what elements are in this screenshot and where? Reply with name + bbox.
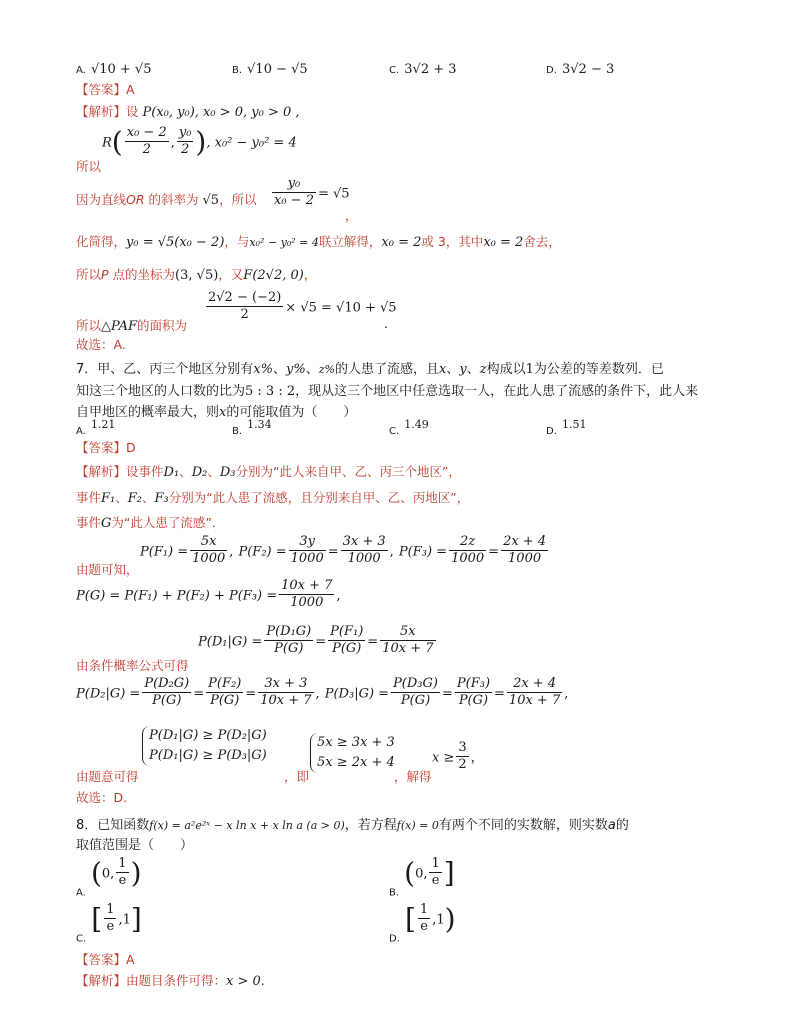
q7-option-b: B. $^{1.34}$ <box>232 418 272 437</box>
q8-answer: 【答案】A <box>76 952 135 967</box>
q7-stem-line1: 7．甲、乙、丙三个地区分别有x%、y%、z%的人患了流感，且x、y、z构成以1为公差的等差数列．已 <box>76 362 664 377</box>
q7-solve-label: ，解得 <box>394 769 432 784</box>
q6-analysis-line1: 【解析】设 P(x₀, y₀), x₀ > 0, y₀ > 0 , <box>76 104 300 120</box>
q6-option-a: A. √10 + √5 <box>76 62 152 77</box>
q6-analysis-line7-text: 所以△PAF的面积为 <box>76 318 187 334</box>
q7-option-c: C. $^{1.49}$ <box>389 418 429 437</box>
q7-conditional-d1: P(D₁|G) = $\frac{\text{P(D₁G)}}{P(G)}$ = $\frac{\text{P(F₁)}}{P(G)}$ = $\frac{5x}{10x + 7}$ <box>198 624 434 657</box>
q7-inequality-reduced: 5x ≥ 3x + 3 5x ≥ 2x + 4 <box>310 733 395 773</box>
q6-area-dot: . <box>384 316 388 331</box>
q8-option-b: $_{B.}$ (0, $\frac{1}{e}$ ] <box>389 856 455 899</box>
q7-inequality-system: P(D₁|G) ≥ P(D₂|G) P(D₁|G) ≥ P(D₃|G) <box>142 726 267 766</box>
q6-analysis-line2: R( $\frac{\text{x₀ − 2}}{2}$ , $\frac{\text{y₀}}{2}$ ), x₀² − y₀² = 4 <box>102 125 297 159</box>
q6-slope-comma: ， <box>345 208 358 223</box>
q7-stem-line2: 知这三个地区的人口数的比为5 : 3 : 2，现从这三个地区中任意选取一人，在此人患了流感的条件下，此人来 <box>76 384 699 399</box>
q7-total-probability: P(G) = P(F₁) + P(F₂) + P(F₃) = $\frac{10x + 7}{1000}$ , <box>76 578 341 611</box>
q7-answer: 【答案】D <box>76 440 136 455</box>
q6-option-c: C. 3√2 + 3 <box>389 62 457 77</box>
q6-slope-fraction: $\frac{\text{y₀}}{\text{x₀ − 2}}$ = √5 <box>274 176 350 209</box>
q7-conclusion: 故选：D. <box>76 790 128 805</box>
q7-conditional-d2-d3: P(D₂|G) = $\frac{\text{P(D₂G)}}{P(G)}$ = $\frac{\text{P(F₂)}}{P(G)}$ = $\frac{3x + 3}{10x + 7}$ , P(D₃|G) = $\frac{\text{P(D₃G)}}{P(G)}$ = $\frac{\text{P(F₃)}}{P(G)}$ = $\frac{2x + 4}{10x + 7}$ , <box>76 676 569 709</box>
q8-analysis: 【解析】由题目条件可得：x > 0. <box>76 973 265 989</box>
q7-analysis-line2: 事件F₁、F₂、F₃分别为“此人患了流感，且分别来自甲、乙、丙地区”， <box>76 490 470 506</box>
q7-inequality-label: 由题意可得 <box>76 769 139 784</box>
q7-analysis-line3: 事件G为“此人患了流感”． <box>76 515 225 531</box>
q7-option-a: A. $^{1.21}$ <box>76 418 116 437</box>
q8-stem-line2: 取值范围是（ ） <box>76 838 194 853</box>
q7-option-d: D. $^{1.51}$ <box>546 418 587 437</box>
q7-analysis-line1: 【解析】设事件D₁、D₂、D₃分别为“此人来自甲、乙、丙三个地区”， <box>76 464 461 480</box>
q8-option-c: $_{C.}$ [ $\frac{1}{e}$ ,1] <box>76 902 142 945</box>
q7-conditional-label: 由条件概率公式可得 <box>76 658 189 673</box>
q6-conclusion: 故选：A. <box>76 337 126 352</box>
q7-inequality-ie: ，即 <box>284 769 310 784</box>
q6-answer: 【答案】A <box>76 82 135 97</box>
q6-analysis-line5: 化简得，y₀ = √5(x₀ − 2)，与x₀² − y₀² = 4联立解得，x₀ = 2或 3，其中x₀ = 2舍去， <box>76 234 561 250</box>
q6-analysis-line3: 所以 <box>76 159 102 174</box>
q6-analysis-line6: 所以P 点的坐标为(3, √5)，又F(2√2, 0)， <box>76 267 317 283</box>
q7-solution: x ≥ $\frac{3}{2}$ ， <box>432 740 484 773</box>
q6-option-b: B. √10 − √5 <box>232 62 308 77</box>
q8-option-d: $_{D.}$ [ $\frac{1}{e}$ ,1) <box>389 902 456 945</box>
q7-given-label: 由题可知， <box>76 562 139 577</box>
q7-probabilities-f: P(F₁) = $\frac{5x}{1000}$ , P(F₂) = $\frac{3y}{1000}$ = $\frac{3x + 3}{1000}$ , P(F₃) = $\frac{2z}{1000}$ = $\frac{2x + 4}{1000}$ <box>140 534 547 567</box>
q8-option-a: $_{A.}$ (0, $\frac{1}{e}$ ) <box>76 856 142 899</box>
q8-stem-line1: 8．已知函数f(x) = a²e²ˣ − x ln x + x ln a (a > 0)，若方程f(x) = 0有两个不同的实数解，则实数a的 <box>76 818 629 833</box>
q7-stem-line3: 自甲地区的概率最大，则x的可能取值为（ ） <box>76 405 357 420</box>
q6-option-d: D. 3√2 − 3 <box>546 62 615 77</box>
q6-area-formula: $\frac{2√2 - (-2)}{2}$ × √5 = √10 + √5 <box>208 290 397 323</box>
q6-analysis-line4: 因为直线OR 的斜率为 √5，所以 <box>76 192 257 208</box>
